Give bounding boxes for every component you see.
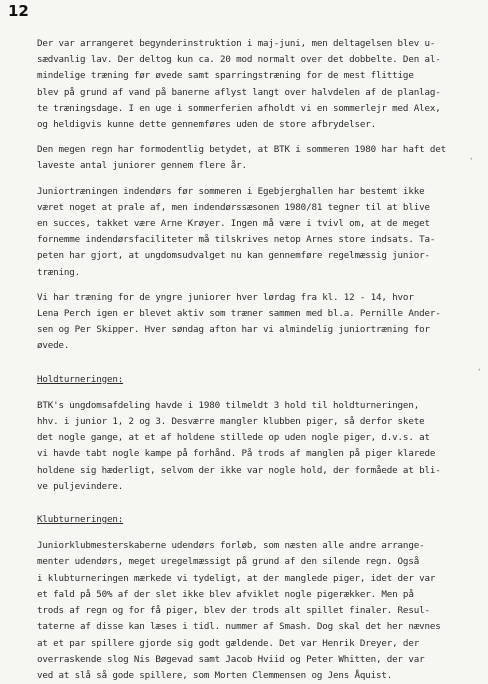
paragraph-3 [37,184,477,281]
paragraph-4 [37,290,477,355]
text-line: og heldigvis kunne dette gennemføres uden de store afbrydelser. [37,119,377,131]
page-number: 12 [8,2,29,20]
text-line: hhv. i junior 1, 2 og 3. Desværre mangler klubben piger, så derfor skete [37,416,425,428]
text-line: menter udendørs, meget uregelmæssigt på grund af den silende regn. Også [37,556,420,568]
text-line: Juniorklubmesterskaberne udendørs forløb, som næsten alle andre arrange- [37,540,425,552]
text-line: et fald på 50% af der slet ikke blev afviklet nogle pigerækker. Men på [37,588,414,600]
text-line: været noget at prale af, men indendørssæsonen 1980/81 tegner til at blive [37,201,430,213]
text-line: træning. [37,266,81,278]
text-line: fornemme indendørsfaciliteter må tilskrives netop Arnes store indsats. Ta- [37,234,436,246]
paragraph-holdturneringen [37,398,477,495]
text-line: Den megen regn har formodentlig betydet, at BTK i sommeren 1980 har haft det [37,144,446,156]
text-line: laveste antal juniorer gennem flere år. [37,160,247,172]
text-line: holdene sig hæderligt, selvom der ikke var nogle hold, der formåede at bli- [37,464,441,476]
text-line: vi havde tabt nogle kampe på forhånd. På trods af manglen på piger klarede [37,448,436,460]
text-line: i klubturneringen mærkede vi tydeligt, at der manglede piger, idet der var [37,572,436,584]
text-line: mindelige træning før øvede samt sparringstræning for de mest flittige [37,70,414,82]
text-line: trods af regn og for få piger, blev der trods alt spillet finaler. Resul- [37,605,430,617]
text-line: Juniortræningen indendørs før sommeren i Egebjerghallen har bestemt ikke [37,185,425,197]
text-line: sædvanlig lav. Der deltog kun ca. 20 mod normalt over det dobbelte. Den al- [37,54,441,66]
text-line: Vi har træning for de yngre juniorer hver lørdag fra kl. 12 - 14, hvor [37,291,414,303]
text-line: øvede. [37,340,70,352]
paragraph-1 [37,36,477,133]
text-line: en succes, takket være Arne Krøyer. Ingen må være i tvivl om, at de meget [37,218,430,230]
text-line: ved at slå så gode spillere, som Morten Clemmensen og Jens Åquist. [37,669,393,681]
section-heading-klubturneringen: Klubturneringen: [37,514,124,526]
paragraph-2 [37,142,477,174]
text-line: BTK's ungdomsafdeling havde i 1980 tilmeldt 3 hold til holdturneringen, [37,399,420,411]
text-line: det nogle gange, at et af holdene stillede op uden nogle piger, d.v.s. at [37,432,430,444]
text-line: te træningsdage. I en uge i sommerferien afholdt vi en sommerlejr med Alex, [37,102,441,114]
text-line: Der var arrangeret begynderinstruktion i maj-juni, men deltagelsen blev u- [37,38,436,49]
text-line: ve puljevindere. [37,480,124,492]
text-line: blev på grund af vand på banerne aflyst langt over halvdelen af de planlag- [37,86,441,98]
text-line: Lena Perch igen er blevet aktiv som træner sammen med bl.a. Pernille Ander- [37,308,441,320]
margin-mark: , [477,363,482,372]
text-line: taterne af disse kan læses i tidl. nummer af Smash. Dog skal det her nævnes [37,621,441,633]
margin-mark: , [469,152,474,161]
text-line: at et par spillere gjorde sig godt gældende. Det var Henrik Dreyer, der [37,637,420,649]
document-body [37,36,477,684]
text-line: overraskende slog Nis Bøgevad samt Jacob Hviid og Peter Whitten, der var [37,653,425,665]
text-line: sen og Per Skipper. Hver søndag afton har vi almindelig juniortræning for [37,324,430,336]
section-heading-holdturneringen: Holdturneringen: [37,373,124,385]
paragraph-klubturneringen [37,538,477,684]
text-line: peten har gjort, at ungdomsudvalget nu kan gennemføre regelmæssig junior- [37,250,430,262]
